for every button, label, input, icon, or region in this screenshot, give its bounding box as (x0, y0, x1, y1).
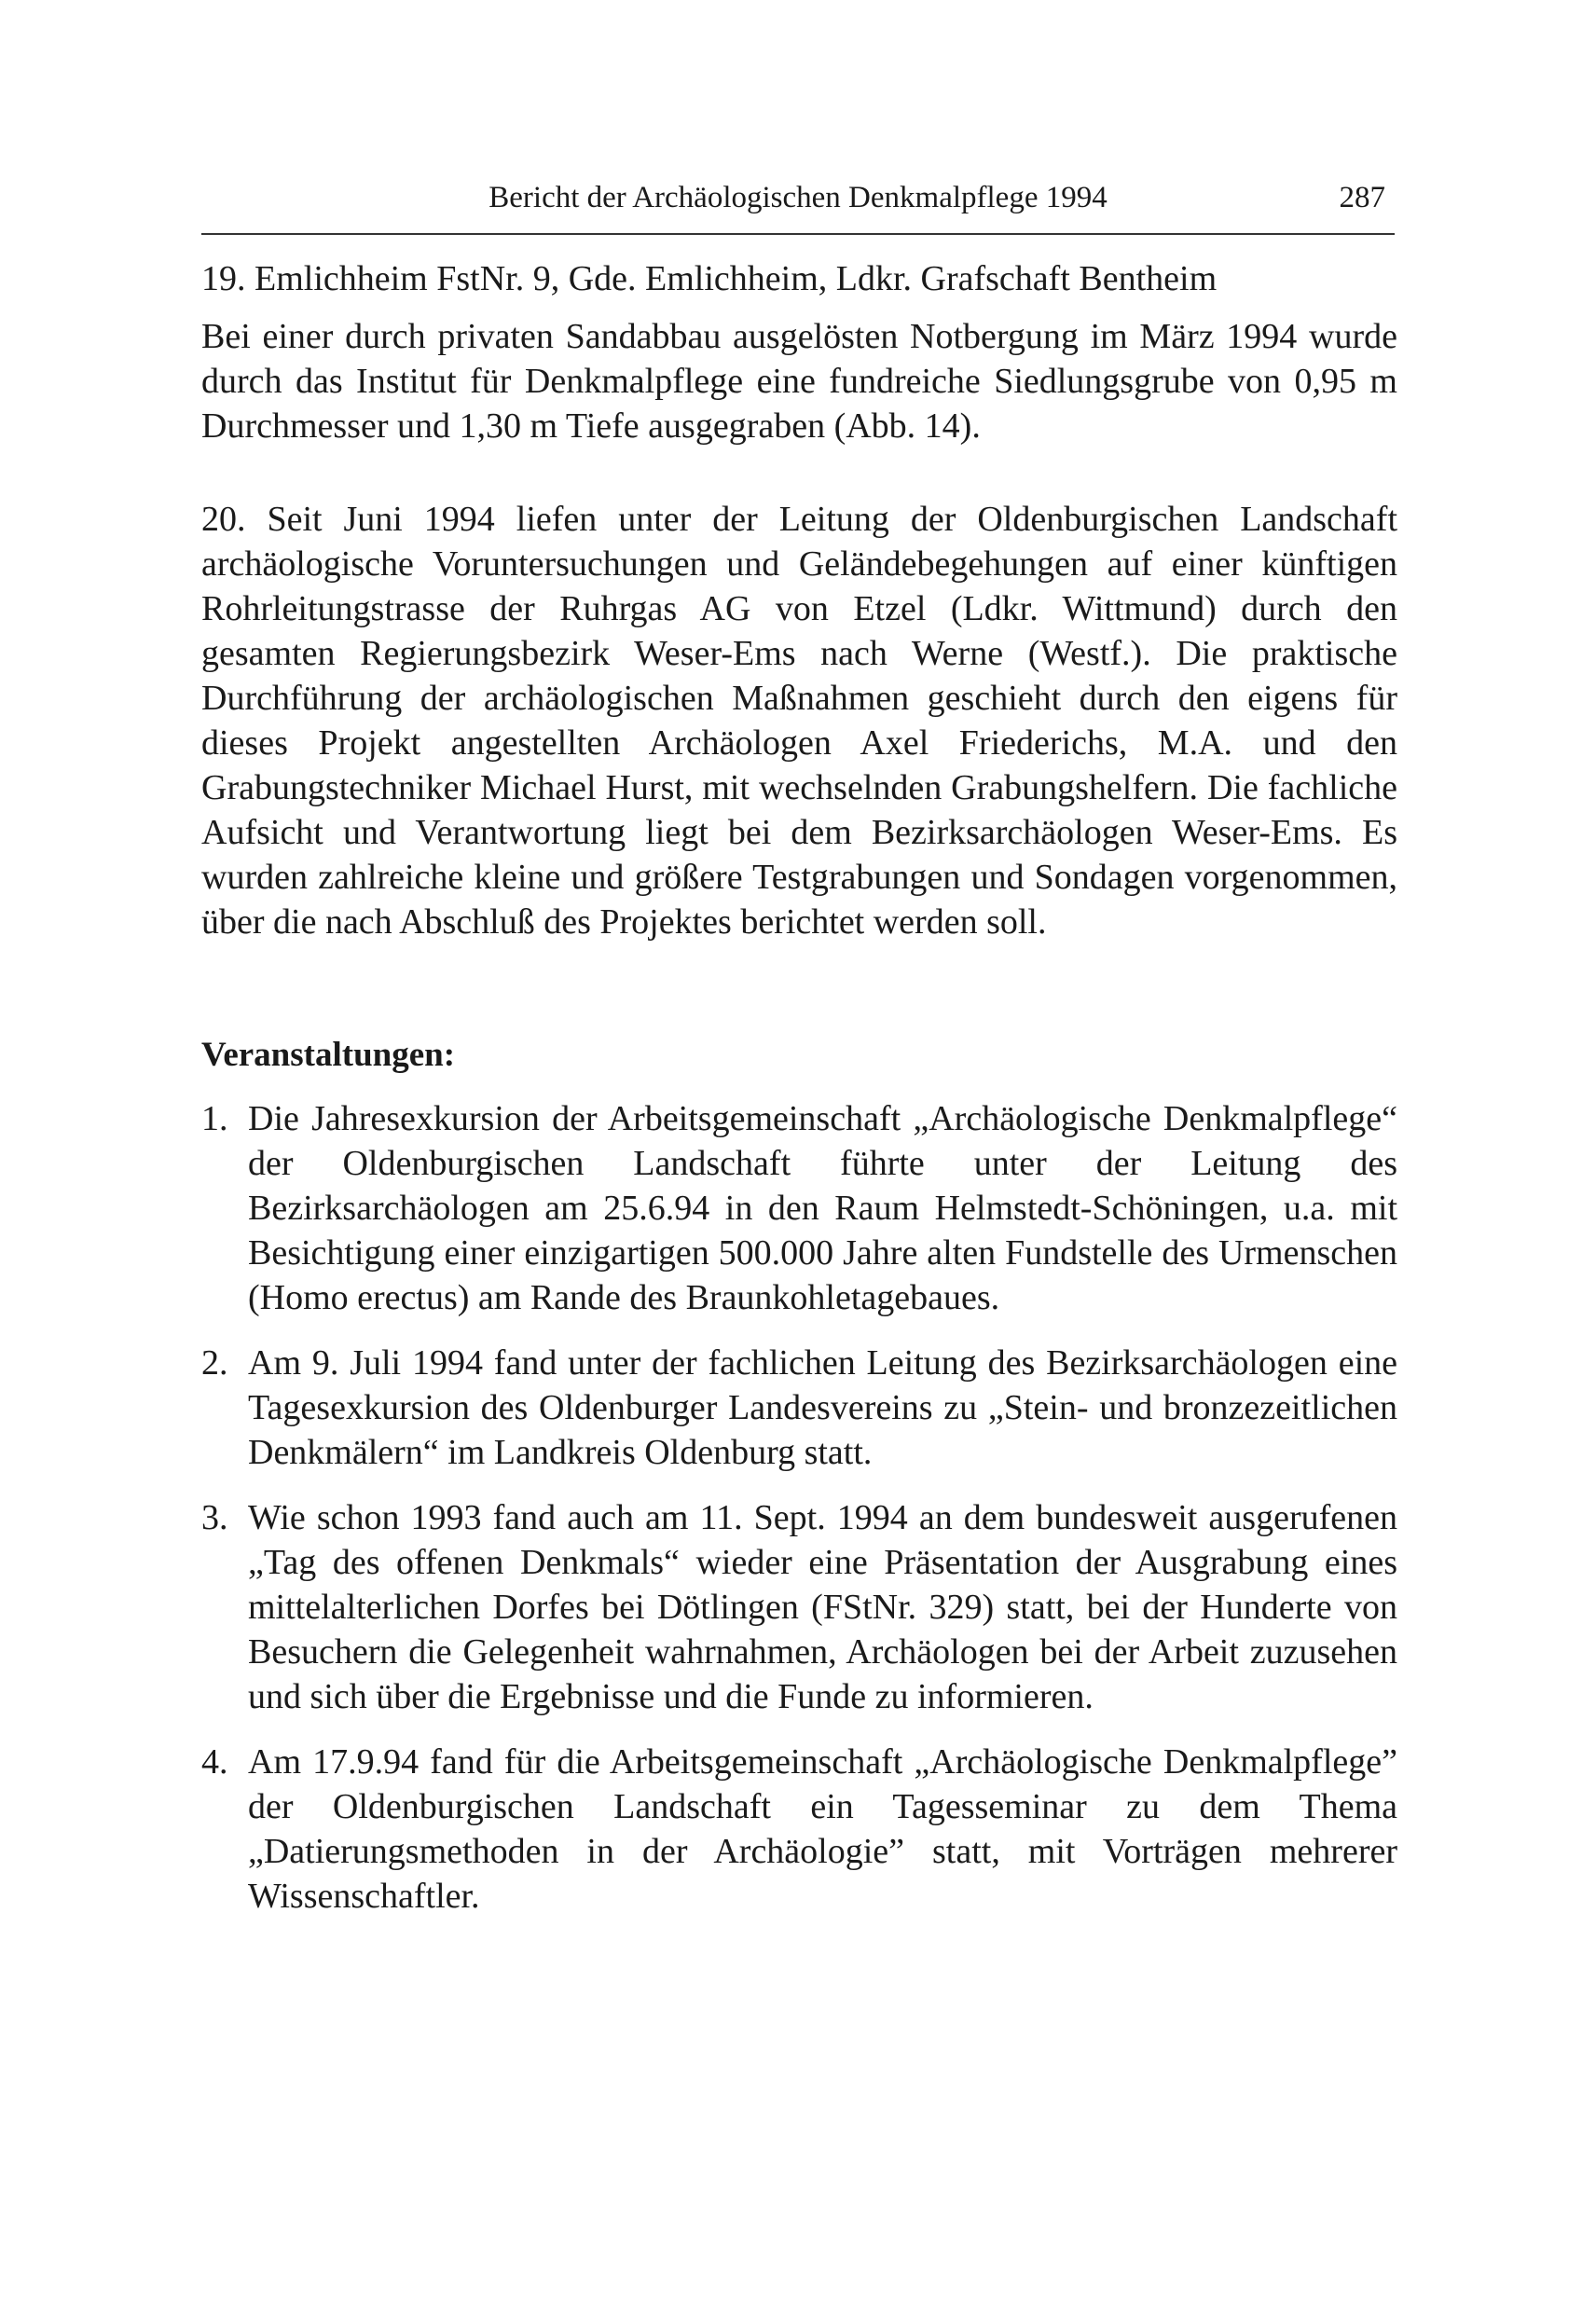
list-item (201, 1096, 1397, 1320)
running-header (201, 177, 1395, 235)
list-item (201, 1740, 1397, 1919)
running-title: Bericht der Archäologischen Denkmalpflege 1994 (488, 181, 1108, 214)
entry-paragraph: Bei einer durch privaten Sandabbau ausgelösten Notbergung im März 1994 wurde durch das Institut für Denkmalpflege eine fundreiche Siedlungsgrube von 0,95 m Durchmesser und 1,30 m Tiefe ausgegraben (Abb. 14). (201, 317, 1397, 446)
body-text (201, 256, 1397, 1939)
list-item (201, 1495, 1397, 1719)
spacer (201, 448, 1397, 497)
list-item-text: Die Jahresexkursion der Arbeitsgemeinschaft „Archäologische Denkmalpflege“ der Oldenburgischen Landschaft führte unter der Leitung des Bezirksarchäologen am 25.6.94 in den Raum Helmstedt-Schöningen, u.a. mit Besichtigung einer einzigartigen 500.000 Jahre alten Fundstelle des Urmenschen (Homo erectus) am Rande des Braunkohletagebaues. (248, 1099, 1397, 1317)
list-item (201, 1341, 1397, 1475)
list-item-number: 2. (201, 1343, 228, 1383)
list-item-number: 4. (201, 1742, 228, 1782)
list-item-number: 1. (201, 1099, 228, 1138)
list-item-text: Wie schon 1993 fand auch am 11. Sept. 1994 an dem bundesweit ausgerufenen „Tag des offenen Denkmals“ wieder eine Präsentation der Ausgrabung eines mittelalterlichen Dorfes bei Dötlingen (FStNr. 329) statt, bei der Hunderte von Besuchern die Gelegenheit wahrnahmen, Archäologen bei der Arbeit zuzusehen und sich über die Ergebnisse und die Funde zu informieren. (248, 1498, 1397, 1716)
list-item-text: Am 9. Juli 1994 fand unter der fachlichen Leitung des Bezirksarchäologen eine Tagesexkursion des Oldenburger Landesvereins zu „Stein- und bronzezeitlichen Denkmälern“ im Landkreis Oldenburg statt. (248, 1343, 1397, 1472)
section-heading: Veranstaltungen: (201, 1036, 456, 1074)
events-list (201, 1096, 1397, 1919)
entry-title: 19. Emlichheim FstNr. 9, Gde. Emlichheim, Ldkr. Grafschaft Bentheim (201, 259, 1218, 298)
entry-19 (201, 256, 1397, 448)
entry-paragraph: 20. Seit Juni 1994 liefen unter der Leitung der Oldenburgischen Landschaft archäologische Voruntersuchungen und Geländebegehungen auf einer künftigen Rohrleitungstrasse der Ruhrgas AG von Etzel (Ldkr. Wittmund) durch den gesamten Regierungsbezirk Weser-Ems nach Werne (Westf.). Die praktische Durchführung der archäologischen Maßnahmen geschieht durch den eigens für dieses Projekt angestellten Archäologen Axel Friederichs, M.A. und den Grabungstechniker Michael Hurst, mit wechselnden Grabungshelfern. Die fachliche Aufsicht und Verantwortung liegt bei dem Bezirksarchäologen Weser-Ems. Es wurden zahlreiche kleine und größere Testgrabungen und Sondagen vorgenommen, über die nach Abschluß des Projektes berichtet werden soll. (201, 500, 1397, 942)
entry-20 (201, 497, 1397, 944)
spacer (201, 944, 1397, 1033)
page-number: 287 (1339, 181, 1385, 214)
list-item-number: 3. (201, 1498, 228, 1537)
list-item-text: Am 17.9.94 fand für die Arbeitsgemeinschaft „Archäologische Denkmalpflege” der Oldenburgischen Landschaft ein Tagesseminar zu dem Thema „Datierungsmethoden in der Archäologie” statt, mit Vorträgen mehrerer Wissenschaftler. (248, 1742, 1397, 1916)
